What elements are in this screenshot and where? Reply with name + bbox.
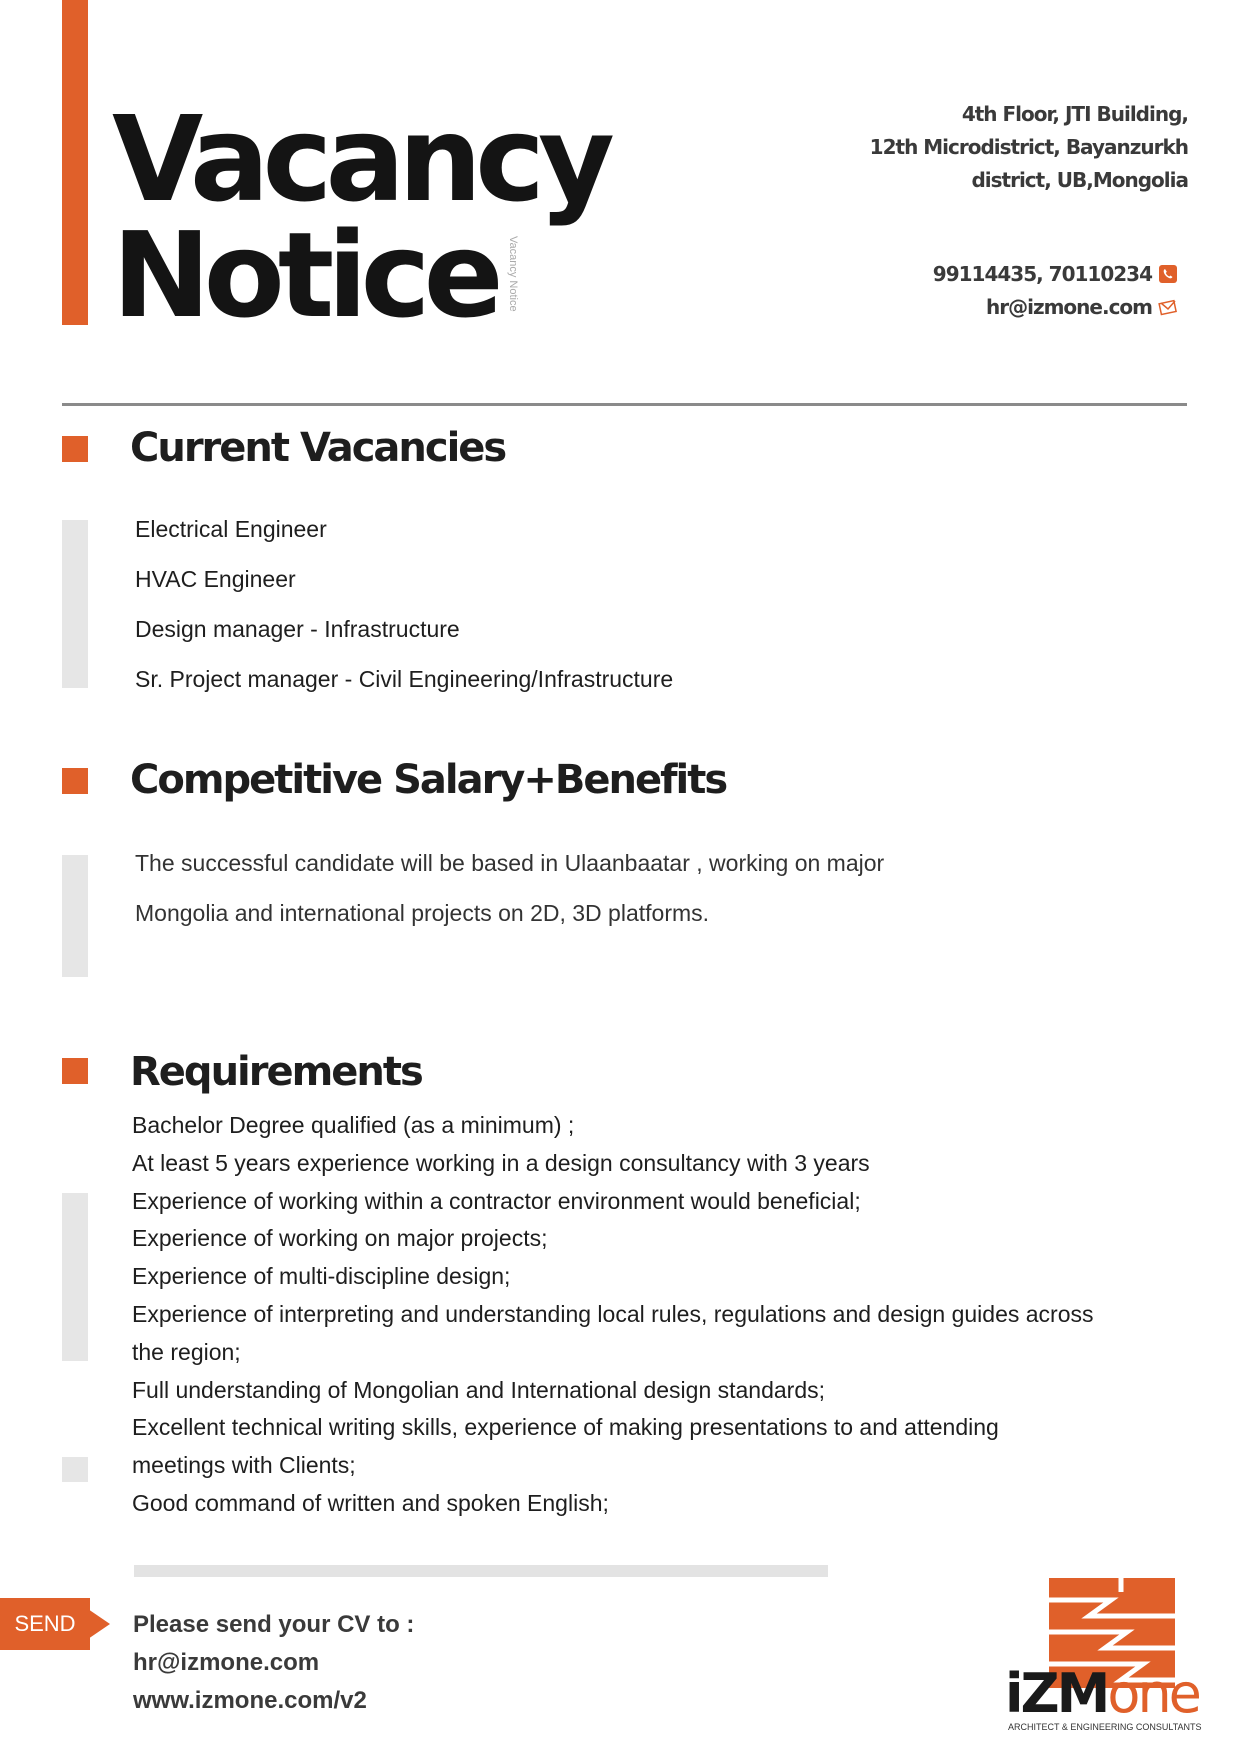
address-line: 12th Microdistrict, Bayanzurkh — [869, 135, 1188, 159]
section-side-bar — [62, 520, 88, 688]
title-line-1: Vacancy — [112, 90, 608, 228]
section-marker — [62, 1058, 88, 1084]
requirement-line: the region; — [132, 1338, 241, 1365]
send-arrow-icon — [88, 1609, 110, 1639]
section-side-bar — [62, 1193, 88, 1361]
salary-text-line: Mongolia and international projects on 2D, 3D platforms. — [135, 900, 710, 926]
cv-instructions — [133, 1606, 414, 1720]
title-line-2: Notice — [112, 206, 497, 344]
requirement-line: meetings with Clients; — [132, 1452, 356, 1479]
requirement-line: Bachelor Degree qualified (as a minimum) ; — [132, 1112, 575, 1138]
requirement-line: Experience of interpreting and understanding local rules, regulations and design guides across — [132, 1300, 1094, 1327]
phone-number: 99114435, 70110234 — [932, 262, 1152, 286]
requirement-line: Experience of working within a contractor environment would beneficial; — [132, 1187, 861, 1214]
envelope-icon — [1158, 297, 1178, 317]
contact-email-link[interactable]: hr@izmone.com — [985, 295, 1152, 319]
cv-prompt: Please send your CV to : — [133, 1611, 415, 1638]
footer-divider — [134, 1565, 828, 1577]
requirement-line: Full understanding of Mongolian and International design standards; — [132, 1376, 826, 1403]
phone-icon — [1158, 264, 1178, 284]
section-marker — [62, 436, 88, 462]
accent-bar — [62, 0, 88, 325]
vertical-label: Vacancy Notice — [507, 236, 519, 312]
vacancy-item: HVAC Engineer — [135, 566, 296, 592]
requirement-line: Experience of working on major projects; — [132, 1225, 548, 1252]
logo-subtitle: ARCHITECT & ENGINEERING CONSULTANTS — [1008, 1722, 1202, 1732]
section-marker — [62, 768, 88, 794]
salary-text-line: The successful candidate will be based in Ulaanbaatar , working on major — [135, 850, 885, 876]
address-block — [870, 98, 1188, 197]
vacancy-item: Design manager - Infrastructure — [135, 616, 460, 642]
vacancy-item: Electrical Engineer — [135, 516, 327, 542]
footer-email-link[interactable]: hr@izmone.com — [133, 1649, 320, 1676]
header-divider — [62, 403, 1187, 406]
logo-text-part: one — [1107, 1662, 1199, 1725]
address-line: district, UB,Mongolia — [971, 168, 1188, 192]
requirement-line: Experience of multi-discipline design; — [132, 1263, 511, 1290]
vacancies-heading: Current Vacancies — [130, 425, 506, 471]
vacancy-item: Sr. Project manager - Civil Engineering/Infrastructure — [135, 666, 674, 692]
requirement-line: Good command of written and spoken English; — [132, 1489, 609, 1516]
section-side-bar — [62, 1457, 88, 1482]
logo-text-part: iZM — [1005, 1662, 1108, 1725]
requirement-line: Excellent technical writing skills, experience of making presentations to and attending — [132, 1414, 999, 1441]
requirements-list — [132, 1107, 1094, 1523]
section-side-bar — [62, 855, 88, 977]
izmone-logo-text — [1005, 1662, 1199, 1725]
requirement-line: At least 5 years experience working in a design consultancy with 3 years — [132, 1149, 870, 1176]
send-tag: SEND — [0, 1598, 90, 1650]
requirements-heading: Requirements — [130, 1049, 422, 1095]
footer-website-link[interactable]: www.izmone.com/v2 — [133, 1687, 367, 1714]
address-line: 4th Floor, JTI Building, — [961, 102, 1188, 126]
salary-heading: Competitive Salary+Benefits — [130, 757, 727, 803]
